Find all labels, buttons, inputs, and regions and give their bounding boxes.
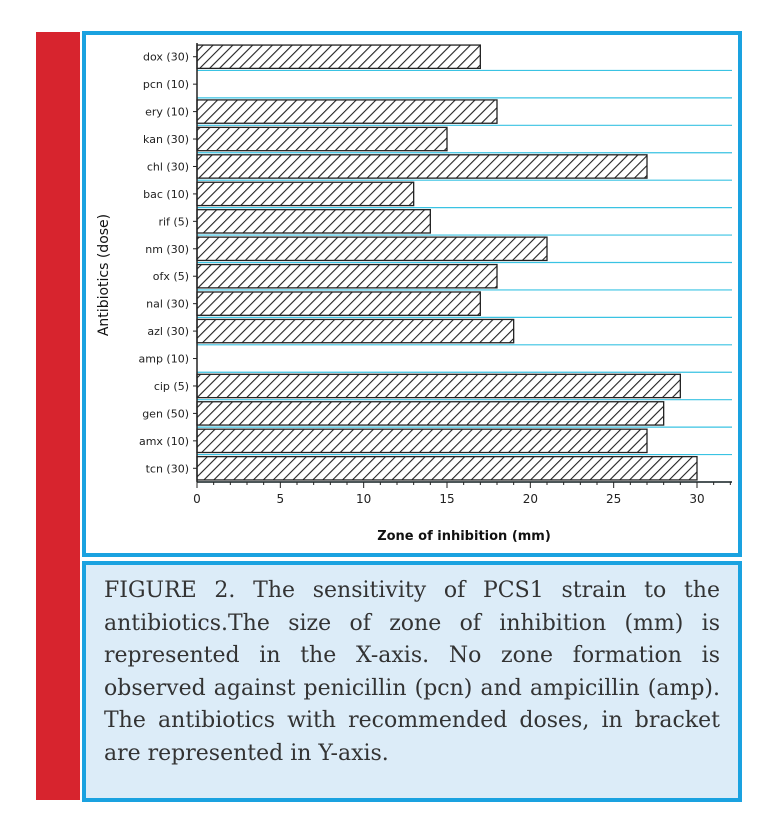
category-label: amx (10) [138, 434, 189, 448]
bar [197, 374, 680, 397]
category-label: dox (30) [143, 50, 189, 64]
category-label: tcn (30) [145, 462, 189, 476]
category-label: ofx (5) [152, 270, 189, 284]
bar [197, 429, 647, 452]
x-axis-label: Zone of inhibition (mm) [377, 529, 551, 544]
figure-caption [82, 561, 742, 802]
x-tick-label: 0 [193, 492, 201, 506]
bar [197, 237, 547, 260]
category-label: cip (5) [153, 379, 189, 393]
bar [197, 155, 647, 178]
x-tick-label: 10 [356, 492, 372, 506]
bar [197, 292, 480, 315]
bar [197, 210, 430, 233]
bar [197, 265, 497, 288]
category-label: bac (10) [143, 187, 189, 201]
x-tick-label: 20 [522, 492, 538, 506]
bar [197, 402, 664, 425]
x-tick-label: 25 [606, 492, 622, 506]
bar [197, 100, 497, 123]
bar [197, 45, 480, 68]
bar [197, 319, 514, 342]
caption-text: FIGURE 2. The sensitivity of PCS1 strain to the antibiotics.The size of zone of inhibition (mm) is represented in the X-axis. No zone formation is observed against penicillin (pcn) and ampicillin (amp). The antibiotics with recommended doses, in bracket are represented in Y-axis. [104, 578, 720, 766]
category-label: rif (5) [158, 215, 189, 229]
x-tick-label: 30 [689, 492, 705, 506]
category-label: nm (30) [145, 242, 189, 256]
category-label: chl (30) [146, 160, 189, 174]
category-label: gen (50) [142, 407, 189, 421]
bar [197, 182, 414, 205]
category-label: amp (10) [138, 352, 189, 366]
y-axis-label: Antibiotics (dose) [96, 213, 112, 337]
category-label: kan (30) [143, 133, 189, 147]
category-label: ery (10) [145, 105, 189, 119]
x-tick-label: 5 [276, 492, 285, 506]
category-label: nal (30) [146, 297, 189, 311]
category-label: pcn (10) [142, 78, 189, 92]
bar [197, 127, 447, 150]
bar [197, 457, 697, 480]
x-tick-label: 15 [439, 492, 455, 506]
category-label: azl (30) [147, 325, 189, 339]
